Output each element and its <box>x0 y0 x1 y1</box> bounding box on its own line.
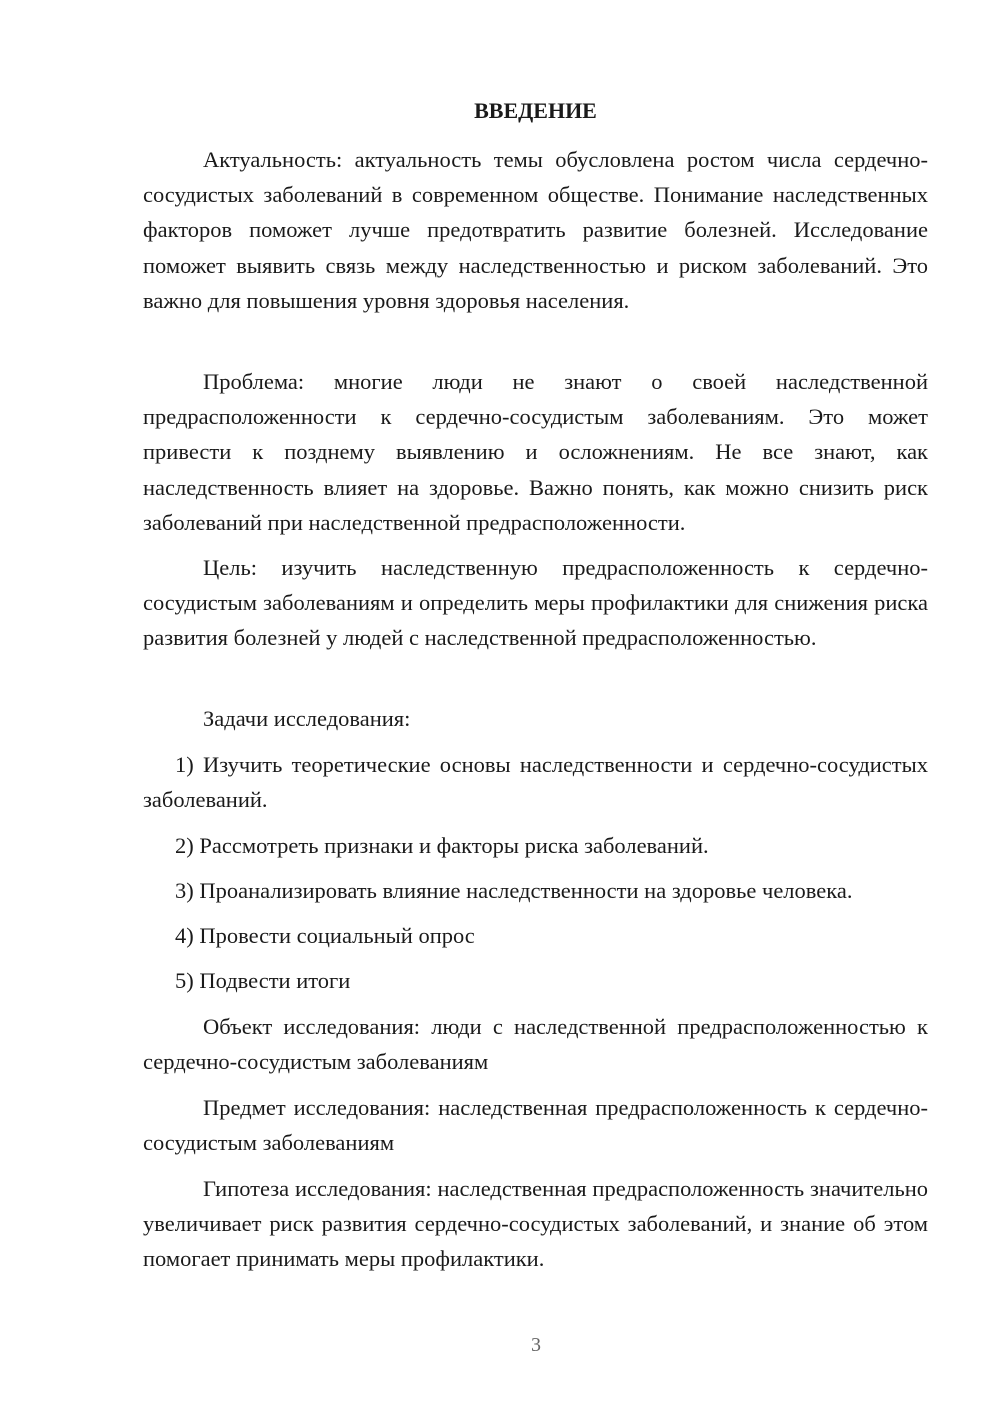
paragraph-hypothesis: Гипотеза исследования: наследственная предрасположенность значительно увеличивает риск развития сердечно-сосудистых заболеваний, и знание об этом помогает принимать меры профилактики. <box>143 1176 928 1272</box>
task-item-5: 5) Подвести итоги <box>175 968 351 993</box>
task-item-4: 4) Провести социальный опрос <box>175 923 475 948</box>
paragraph-subject: Предмет исследования: наследственная предрасположенность к сердечно-сосудистым заболеваниям <box>143 1095 928 1156</box>
task-item-3: 3) Проанализировать влияние наследственности на здоровье человека. <box>175 878 853 903</box>
task-item-2: 2) Рассмотреть признаки и факторы риска заболеваний. <box>175 833 709 858</box>
tasks-heading: Задачи исследования: <box>203 706 411 731</box>
page-number: 3 <box>531 1334 541 1356</box>
task-item-1: 1) Изучить теоретические основы наследственности и сердечно-сосудистых заболеваний. <box>143 752 928 813</box>
paragraph-relevance: Актуальность: актуальность темы обусловлена ростом числа сердечно-сосудистых заболеваний в современном обществе. Понимание наследственных факторов поможет лучше предотвратить развитие болезней. Исследование поможет выявить связь между наследственностью и риском заболеваний. Это важно для повышения уровня здоровья населения. <box>143 147 928 313</box>
section-title: ВВЕДЕНИЕ <box>474 98 597 123</box>
paragraph-goal: Цель: изучить наследственную предрасположенность к сердечно-сосудистым заболеваниям и определить меры профилактики для снижения риска развития болезней у людей с наследственной предрасположенностью. <box>143 555 928 651</box>
paragraph-object: Объект исследования: люди с наследственной предрасположенностью к сердечно-сосудистым заболеваниям <box>143 1014 928 1075</box>
paragraph-problem: Проблема: многие люди не знают о своей наследственной предрасположенности к сердечно-сосудистым заболеваниям. Это может привести к позднему выявлению и осложнениям. Не все знают, как наследственность влияет на здоровье. Важно понять, как можно снизить риск заболеваний при наследственной предрасположенности. <box>143 369 928 535</box>
